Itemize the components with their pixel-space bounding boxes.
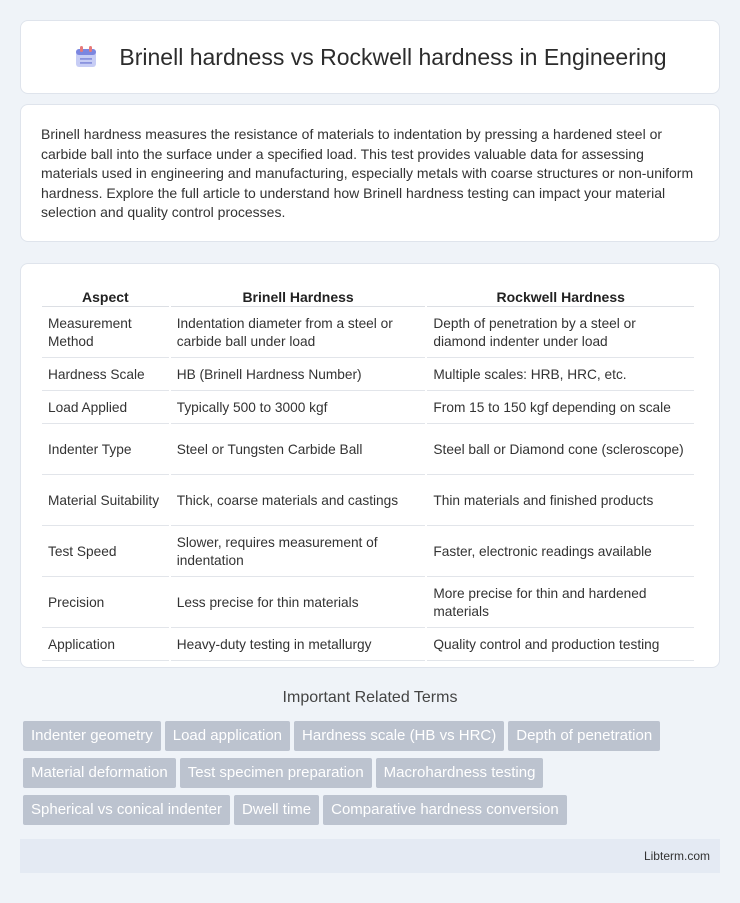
column-header: Aspect — [42, 284, 169, 307]
table-cell: Measurement Method — [42, 309, 169, 358]
table-cell: Application — [42, 630, 169, 661]
table-cell: Thick, coarse materials and castings — [171, 477, 426, 526]
table-cell: HB (Brinell Hardness Number) — [171, 360, 426, 391]
table-cell: Load Applied — [42, 393, 169, 424]
table-header-row — [42, 284, 694, 307]
table-cell: Typically 500 to 3000 kgf — [171, 393, 426, 424]
table-row — [42, 360, 694, 391]
table-cell: Multiple scales: HRB, HRC, etc. — [427, 360, 694, 391]
related-term-tag[interactable]: Indenter geometry — [23, 721, 161, 751]
table-cell: Steel or Tungsten Carbide Ball — [171, 426, 426, 475]
page-title: Brinell hardness vs Rockwell hardness in Engineering — [119, 43, 667, 70]
table-cell: Faster, electronic readings available — [427, 528, 694, 577]
table-row — [42, 630, 694, 661]
table-cell: Slower, requires measurement of indentation — [171, 528, 426, 577]
table-cell: Thin materials and finished products — [427, 477, 694, 526]
column-header: Rockwell Hardness — [427, 284, 694, 307]
calendar-icon — [73, 44, 99, 70]
table-cell: Steel ball or Diamond cone (scleroscope) — [427, 426, 694, 475]
table-cell: Indenter Type — [42, 426, 169, 475]
related-terms-title: Important Related Terms — [282, 689, 458, 706]
related-term-tag[interactable]: Spherical vs conical indenter — [23, 795, 230, 825]
table-cell: More precise for thin and hardened materials — [427, 579, 694, 628]
footer-site[interactable]: Libterm.com — [643, 849, 710, 863]
table-cell: Indentation diameter from a steel or carbide ball under load — [171, 309, 426, 358]
table-row — [42, 426, 694, 475]
table-cell: Material Suitability — [42, 477, 169, 526]
related-term-tag[interactable]: Hardness scale (HB vs HRC) — [294, 721, 504, 751]
related-term-tag[interactable]: Comparative hardness conversion — [323, 795, 567, 825]
table-row — [42, 579, 694, 628]
table-row — [42, 393, 694, 424]
intro-card — [20, 104, 720, 242]
table-row — [42, 309, 694, 358]
table-cell: Less precise for thin materials — [171, 579, 426, 628]
comparison-table — [40, 282, 696, 663]
column-header: Brinell Hardness — [171, 284, 426, 307]
related-term-tag[interactable]: Macrohardness testing — [376, 758, 544, 788]
table-cell: Depth of penetration by a steel or diamond indenter under load — [427, 309, 694, 358]
table-cell: Precision — [42, 579, 169, 628]
table-cell: Heavy-duty testing in metallurgy — [171, 630, 426, 661]
table-cell: From 15 to 150 kgf depending on scale — [427, 393, 694, 424]
related-term-tag[interactable]: Test specimen preparation — [180, 758, 372, 788]
table-cell: Hardness Scale — [42, 360, 169, 391]
intro-text: Brinell hardness measures the resistance of materials to indentation by pressing a hardened steel or carbide ball into the surface under a specified load. This test provides valuable data for assessing materials used in engineering and manufacturing, especially metals with coarse structures or non-uniform hardness. Explore the full article to understand how Brinell hardness testing can impact your material selection and quality control processes. — [41, 126, 694, 220]
table-cell: Test Speed — [42, 528, 169, 577]
related-terms-list — [23, 721, 713, 832]
comparison-card — [20, 263, 720, 668]
related-term-tag[interactable]: Depth of penetration — [508, 721, 660, 751]
related-term-tag[interactable]: Material deformation — [23, 758, 176, 788]
table-row — [42, 477, 694, 526]
related-term-tag[interactable]: Load application — [165, 721, 290, 751]
table-row — [42, 528, 694, 577]
table-cell: Quality control and production testing — [427, 630, 694, 661]
header-card — [20, 20, 720, 94]
footer — [20, 839, 720, 873]
related-term-tag[interactable]: Dwell time — [234, 795, 319, 825]
